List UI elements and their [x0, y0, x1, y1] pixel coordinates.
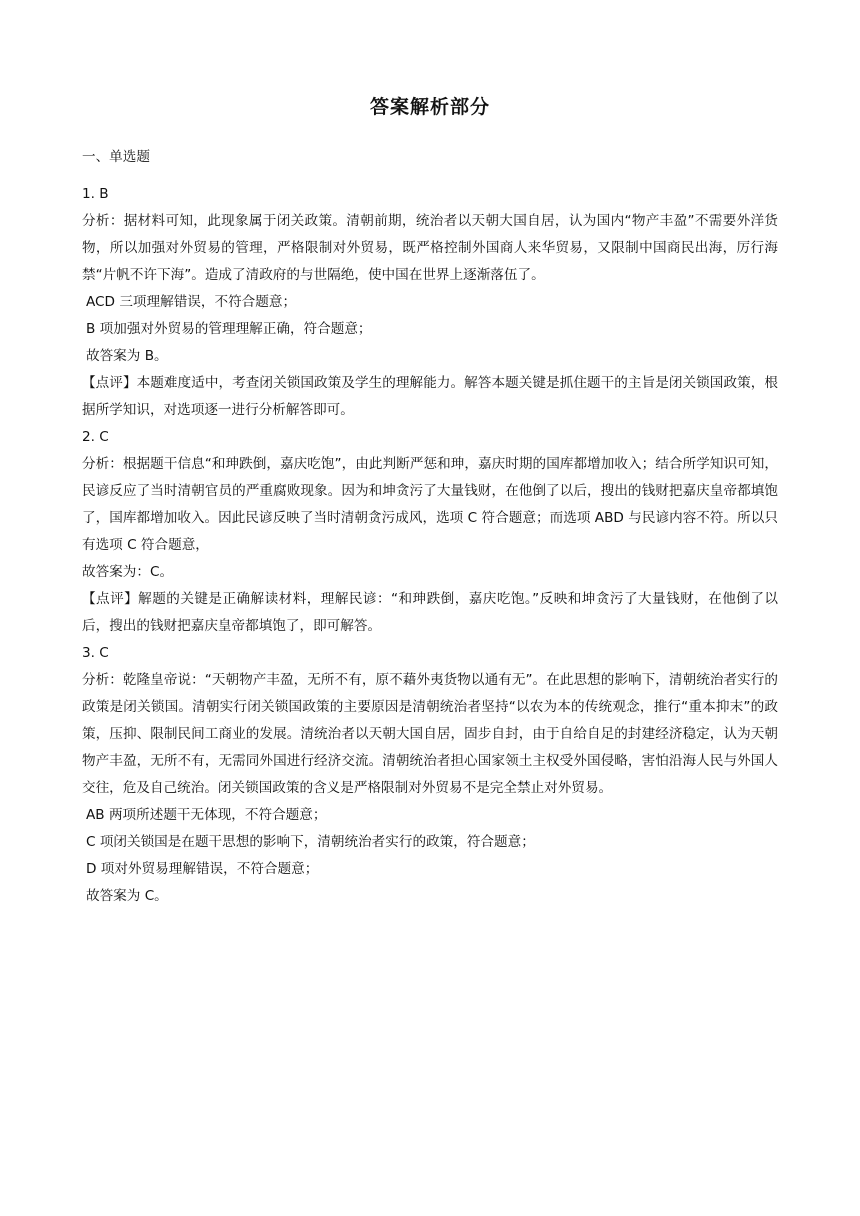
- question-2-answer: 故答案为：C。: [82, 564, 174, 580]
- question-2: [82, 424, 778, 640]
- question-1-line-1: ACD 三项理解错误，不符合题意；: [86, 294, 297, 310]
- question-1-comment: 【点评】本题难度适中，考查闭关锁国政策及学生的理解能力。解答本题关键是抓住题干的主旨是闭关锁国政策，根据所学知识，对选项逐一进行分析解答即可。: [82, 375, 778, 418]
- question-2-comment: 【点评】解题的关键是正确解读材料，理解民谚：“和珅跌倒，嘉庆吃饱。”反映和坤贪污了大量钱财，在他倒了以后，搜出的钱财把嘉庆皇帝都填饱了，即可解答。: [82, 591, 778, 634]
- question-1-line-2: B 项加强对外贸易的管理理解正确，符合题意；: [86, 321, 372, 337]
- question-3-number: 3. C: [82, 645, 109, 661]
- question-2-analysis: 分析：根据题干信息“和珅跌倒，嘉庆吃饱”，由此判断严惩和珅，嘉庆时期的国库都增加收入；结合所学知识可知，民谚反应了当时清朝官员的严重腐败现象。因为和坤贪污了大量钱财，在他倒了以后，搜出的钱财把嘉庆皇帝都填饱了，国库都增加收入。因此民谚反映了当时清朝贪污成风，选项 C 符合题意；而选项 ABD 与民谚内容不符。所以只有选项 C 符合题意，: [82, 456, 778, 553]
- question-1-number: 1. B: [82, 186, 109, 202]
- question-2-number: 2. C: [82, 429, 109, 445]
- question-3-line-1: AB 两项所述题干无体现，不符合题意；: [86, 807, 327, 823]
- question-3-line-4: 故答案为 C。: [86, 888, 168, 904]
- question-3-line-3: D 项对外贸易理解错误，不符合题意；: [86, 861, 319, 877]
- question-1: [82, 181, 778, 424]
- page-title: 答案解析部分: [369, 96, 490, 118]
- question-3-analysis: 分析：乾隆皇帝说：“天朝物产丰盈，无所不有，原不藉外夷货物以通有无”。在此思想的影响下，清朝统治者实行的政策是闭关锁国。清朝实行闭关锁国政策的主要原因是清朝统治者坚持“以农为本的传统观念，推行“重本抑末”的政策，压抑、限制民间工商业的发展。清统治者以天朝大国自居，固步自封，由于自给自足的封建经济稳定，认为天朝物产丰盈，无所不有，无需同外国进行经济交流。清朝统治者担心国家领土主权受外国侵略，害怕沿海人民与外国人交往，危及自己统治。闭关锁国政策的含义是严格限制对外贸易不是完全禁止对外贸易。: [82, 672, 778, 796]
- question-3: [82, 640, 778, 910]
- question-1-analysis: 分析：据材料可知，此现象属于闭关政策。清朝前期，统治者以天朝大国自居，认为国内“物产丰盈”不需要外洋货物，所以加强对外贸易的管理，严格限制对外贸易，既严格控制外国商人来华贸易，又限制中国商民出海，厉行海禁“片帆不许下海”。造成了清政府的与世隔绝，使中国在世界上逐渐落伍了。: [82, 213, 778, 283]
- section-heading: 一、单选题: [82, 149, 150, 165]
- answer-content: [82, 144, 778, 910]
- question-1-line-3: 故答案为 B。: [86, 348, 168, 364]
- question-3-line-2: C 项闭关锁国是在题干思想的影响下，清朝统治者实行的政策，符合题意；: [86, 834, 535, 850]
